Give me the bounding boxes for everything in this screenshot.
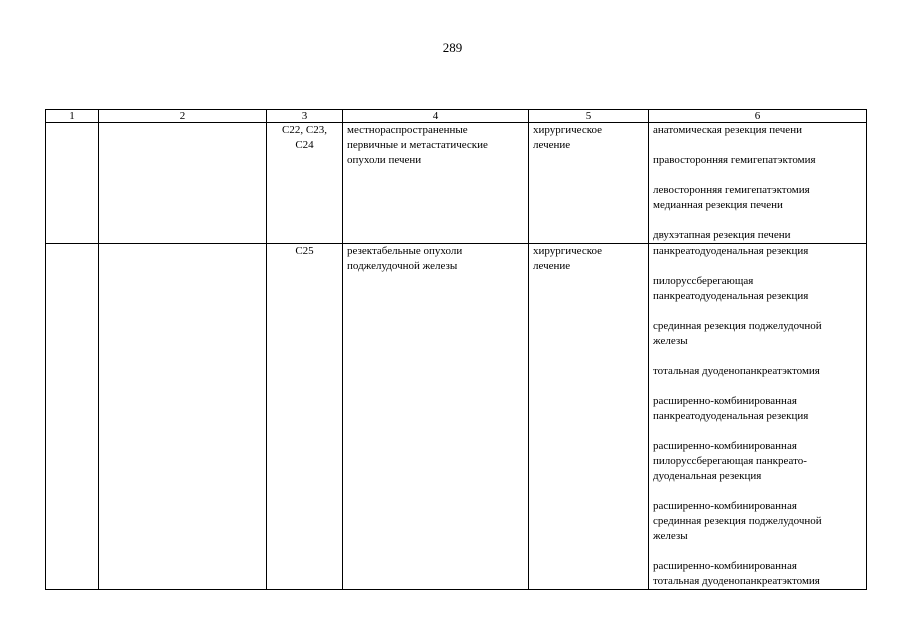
cell-line: C22, C23, bbox=[282, 124, 327, 136]
cell-line: железы bbox=[653, 530, 688, 542]
cell-line: дуоденальная резекция bbox=[653, 470, 762, 482]
cell-line: тотальная дуоденопанкреатэктомия bbox=[653, 575, 820, 587]
cell-line: опухоли печени bbox=[347, 154, 422, 166]
cell-line: расширенно-комбинированная bbox=[653, 560, 797, 572]
treatment-type bbox=[529, 244, 649, 590]
cell-line: лечение bbox=[533, 139, 571, 151]
treatment-type bbox=[529, 123, 649, 244]
cell-line: панкреатодуоденальная резекция bbox=[653, 245, 809, 257]
header-col-4: 4 bbox=[343, 110, 529, 123]
cell-line: анатомическая резекция печени bbox=[653, 124, 802, 136]
cell-line: резектабельные опухоли bbox=[347, 245, 463, 257]
cell-line: пилоруссберегающая bbox=[653, 275, 754, 287]
header-row bbox=[46, 110, 867, 123]
cell-line: расширенно-комбинированная bbox=[653, 440, 797, 452]
table-row bbox=[46, 244, 867, 590]
cell-line: пилоруссберегающая панкреато- bbox=[653, 455, 807, 467]
condition-description bbox=[343, 123, 529, 244]
cell-line: медианная резекция печени bbox=[653, 199, 783, 211]
row-col-2 bbox=[99, 123, 267, 244]
medical-procedures-table bbox=[45, 109, 867, 590]
header-col-6: 6 bbox=[649, 110, 867, 123]
header-col-1: 1 bbox=[46, 110, 99, 123]
cell-line: железы bbox=[653, 335, 688, 347]
cell-line: лечение bbox=[533, 260, 571, 272]
line-gap bbox=[653, 424, 862, 439]
cell-line: левосторонняя гемигепатэктомия bbox=[653, 184, 810, 196]
cell-line: хирургическое bbox=[533, 245, 603, 257]
cell-line: двухэтапная резекция печени bbox=[653, 229, 791, 241]
condition-description bbox=[343, 244, 529, 590]
line-gap bbox=[653, 379, 862, 394]
cell-line: панкреатодуоденальная резекция bbox=[653, 410, 809, 422]
cell-line: срединная резекция поджелудочной bbox=[653, 515, 822, 527]
treatment-methods bbox=[649, 244, 867, 590]
diagnosis-codes bbox=[267, 244, 343, 590]
cell-line: C25 bbox=[295, 245, 314, 257]
cell-line: расширенно-комбинированная bbox=[653, 500, 797, 512]
line-gap bbox=[653, 484, 862, 499]
line-gap bbox=[653, 138, 862, 153]
cell-line: правосторонняя гемигепатэктомия bbox=[653, 154, 816, 166]
cell-line: срединная резекция поджелудочной bbox=[653, 320, 822, 332]
header-col-2: 2 bbox=[99, 110, 267, 123]
header-col-5: 5 bbox=[529, 110, 649, 123]
table-row bbox=[46, 123, 867, 244]
treatment-methods bbox=[649, 123, 867, 244]
cell-line: поджелудочной железы bbox=[347, 260, 458, 272]
line-gap bbox=[653, 168, 862, 183]
cell-line: местнораспространенные bbox=[347, 124, 468, 136]
row-col-1 bbox=[46, 244, 99, 590]
row-col-2 bbox=[99, 244, 267, 590]
line-gap bbox=[653, 304, 862, 319]
diagnosis-codes bbox=[267, 123, 343, 244]
cell-line: тотальная дуоденопанкреатэктомия bbox=[653, 365, 820, 377]
line-gap bbox=[653, 544, 862, 559]
header-col-3: 3 bbox=[267, 110, 343, 123]
page-number: 289 bbox=[442, 40, 463, 55]
table-body bbox=[46, 123, 867, 590]
line-gap bbox=[653, 349, 862, 364]
cell-line: C24 bbox=[295, 139, 314, 151]
cell-line: панкреатодуоденальная резекция bbox=[653, 290, 809, 302]
row-col-1 bbox=[46, 123, 99, 244]
cell-line: первичные и метастатические bbox=[347, 139, 488, 151]
line-gap bbox=[653, 259, 862, 274]
cell-line: хирургическое bbox=[533, 124, 603, 136]
cell-line: расширенно-комбинированная bbox=[653, 395, 797, 407]
line-gap bbox=[653, 213, 862, 228]
